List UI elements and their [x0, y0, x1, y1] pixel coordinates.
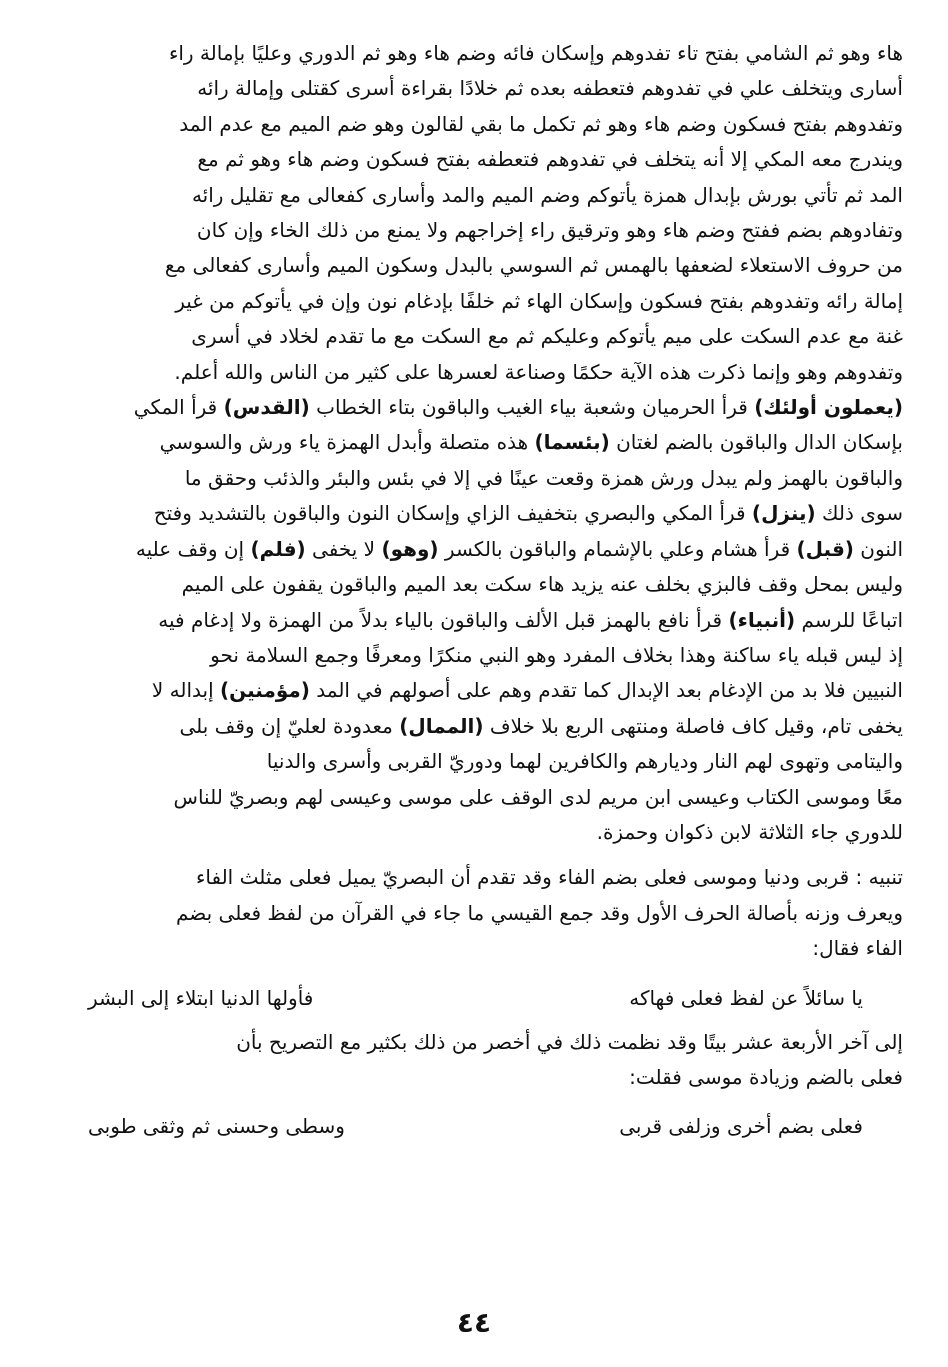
text-run: قرأ المكي والبصري بتخفيف الزاي وإسكان النون والباقون بالتشديد وفتح: [153, 501, 752, 526]
text-line: وتفدوهم وهو وإنما ذكرت هذه الآية حكمًا وصناعة لعسرها على كثير من الناس والله أعلم.: [174, 359, 903, 384]
text-line: إذ ليس قبله ياء ساكنة وهذا بخلاف المفرد وهو النبي منكرًا ومعرفًا وجمع السلامة نحو: [210, 642, 903, 667]
verse-keyword: (وهو): [381, 536, 439, 561]
main-paragraph: [48, 36, 903, 850]
text-run: قرأ نافع بالهمز قبل الألف والباقون بالياء بدلاً من الهمزة ولا إدغام فيه: [158, 607, 729, 632]
text-line: المد ثم تأتي بورش بإبدال همزة يأتوكم وضم الميم والمد وأسارى كفعالى مع تقليل رائه: [191, 182, 903, 207]
verse-keyword: (أنبياء): [728, 607, 796, 632]
text-line: والباقون بالهمز ولم يبدل ورش همزة وقعت عينًا في إلا في بئس والبئر والذئب وحقق ما: [184, 465, 903, 490]
text-line: ويعرف وزنه بأصالة الحرف الأول وقد جمع القيسي ما جاء في القرآن من لفظ فعلى بضم: [175, 900, 903, 925]
text-run: سوى ذلك: [815, 501, 903, 526]
text-line: ويندرج معه المكي إلا أنه يتخلف في تفدوهم فتعطفه بفتح فسكون وضم هاء وهو ثم مع: [197, 147, 903, 172]
page-body: [48, 36, 903, 1153]
after-verse-paragraph: [48, 1025, 903, 1096]
text-line: إلى آخر الأربعة عشر بيتًا وقد نظمت ذلك في أخصر من ذلك بكثير مع التصريح بأن: [236, 1029, 903, 1054]
text-run: قرأ الحرميان وشعبة بياء الغيب والباقون بتاء الخطاب: [309, 395, 755, 420]
text-line: وتفدوهم بفتح فسكون وضم هاء وهو ثم تكمل ما بقي لقالون وهو ضم الميم مع عدم المد: [179, 111, 903, 136]
text-run: قربى ودنيا وموسى فعلى بضم الفاء وقد تقدم أن البصريّ يميل فعلى مثلث الفاء: [195, 865, 856, 890]
verse-keyword: (ينزل): [751, 501, 816, 526]
text-run: إن وقف عليه: [135, 536, 251, 561]
verse-keyword: (يعملون أولئك): [754, 395, 903, 420]
note-label: تنبيه :: [855, 865, 903, 890]
verse-keyword: (الممال): [399, 713, 484, 738]
text-line: الفاء فقال:: [812, 936, 903, 961]
verse-second-hemistich: فأولها الدنيا ابتلاء إلى البشر: [88, 985, 314, 1010]
text-run: قرأ المكي: [133, 395, 224, 420]
text-line: إمالة رائه وتفدوهم بفتح فسكون وإسكان الهاء ثم خلفًا بإدغام نون وإن في يأتوكم من غير: [175, 288, 903, 313]
verse-keyword: (بئسما): [534, 430, 610, 455]
text-run: النبيين فلا بد من الإدغام بعد الإبدال كما تقدم وهم على أصولهم في المد: [309, 678, 903, 703]
poem-verse-2: [88, 1109, 863, 1143]
text-line: من حروف الاستعلاء لضعفها بالهمس ثم السوسي بالبدل وسكون الميم وأسارى كفعالى مع: [164, 253, 903, 278]
text-line: فعلى بالضم وزيادة موسى فقلت:: [629, 1064, 903, 1089]
verse-second-hemistich: وسطى وحسنى ثم وثقى طوبى: [88, 1114, 345, 1139]
text-line: غنة مع عدم السكت على ميم يأتوكم وعليكم ثم مع السكت مع ما تقدم لخلاد في أسرى: [191, 324, 903, 349]
text-line: هاء وهو ثم الشامي بفتح تاء تفدوهم وإسكان فائه وضم هاء وهو ثم الدوري وعليًا بإمالة راء: [168, 41, 903, 65]
text-run: قرأ هشام وعلي بالإشمام والباقون بالكسر: [438, 536, 797, 561]
text-run: هذه متصلة وأبدل الهمزة ياء ورش والسوسي: [159, 430, 535, 455]
text-run: معدودة لعليّ إن وقف بلى: [179, 713, 400, 738]
page-number: ٤٤: [456, 1306, 492, 1339]
text-line: وليس بمحل وقف فالبزي بخلف عنه يزيد هاء سكت بعد الميم والباقون يقفون على الميم: [181, 572, 903, 597]
verse-keyword: (فلم): [250, 536, 306, 561]
verse-first-hemistich: فعلى بضم أخرى وزلفى قربى: [619, 1114, 863, 1139]
verse-keyword: (قبل): [796, 536, 854, 561]
text-line: وتفادوهم بضم ففتح وضم هاء وهو وترقيق راء إخراجهم ولا يمنع من ذلك الخاء وإن كان: [196, 218, 903, 243]
text-run: النون: [853, 536, 903, 561]
text-run: اتباعًا للرسم: [795, 607, 903, 632]
verse-keyword: (القدس): [223, 395, 310, 420]
poem-verse-1: [88, 981, 863, 1015]
text-run: لا يخفى: [305, 536, 382, 561]
text-line: أسارى ويتخلف علي في تفدوهم فتعطفه بعده ثم خلادًا بقراءة أسرى كقتلى وإمالة رائه: [197, 76, 903, 101]
text-line: للدوري جاء الثلاثة لابن ذكوان وحمزة.: [596, 819, 903, 844]
text-line: واليتامى وتهوى لهم النار وديارهم والكافرين لهما ودوريّ القربى وأسرى والدنيا: [266, 749, 903, 774]
verse-keyword: (مؤمنين): [220, 678, 310, 703]
text-run: إبداله لا: [151, 678, 220, 703]
verse-first-hemistich: يا سائلاً عن لفظ فعلى فهاكه: [629, 985, 863, 1010]
text-run: يخفى تام، وقيل كاف فاصلة ومنتهى الربع بلا خلاف: [483, 713, 903, 738]
note-paragraph: [48, 860, 903, 966]
text-line: معًا وموسى الكتاب وعيسى ابن مريم لدى الوقف على موسى وعيسى لهم وبصريّ للناس: [173, 784, 903, 809]
text-run: بإسكان الدال والباقون بالضم لغتان: [609, 430, 903, 455]
